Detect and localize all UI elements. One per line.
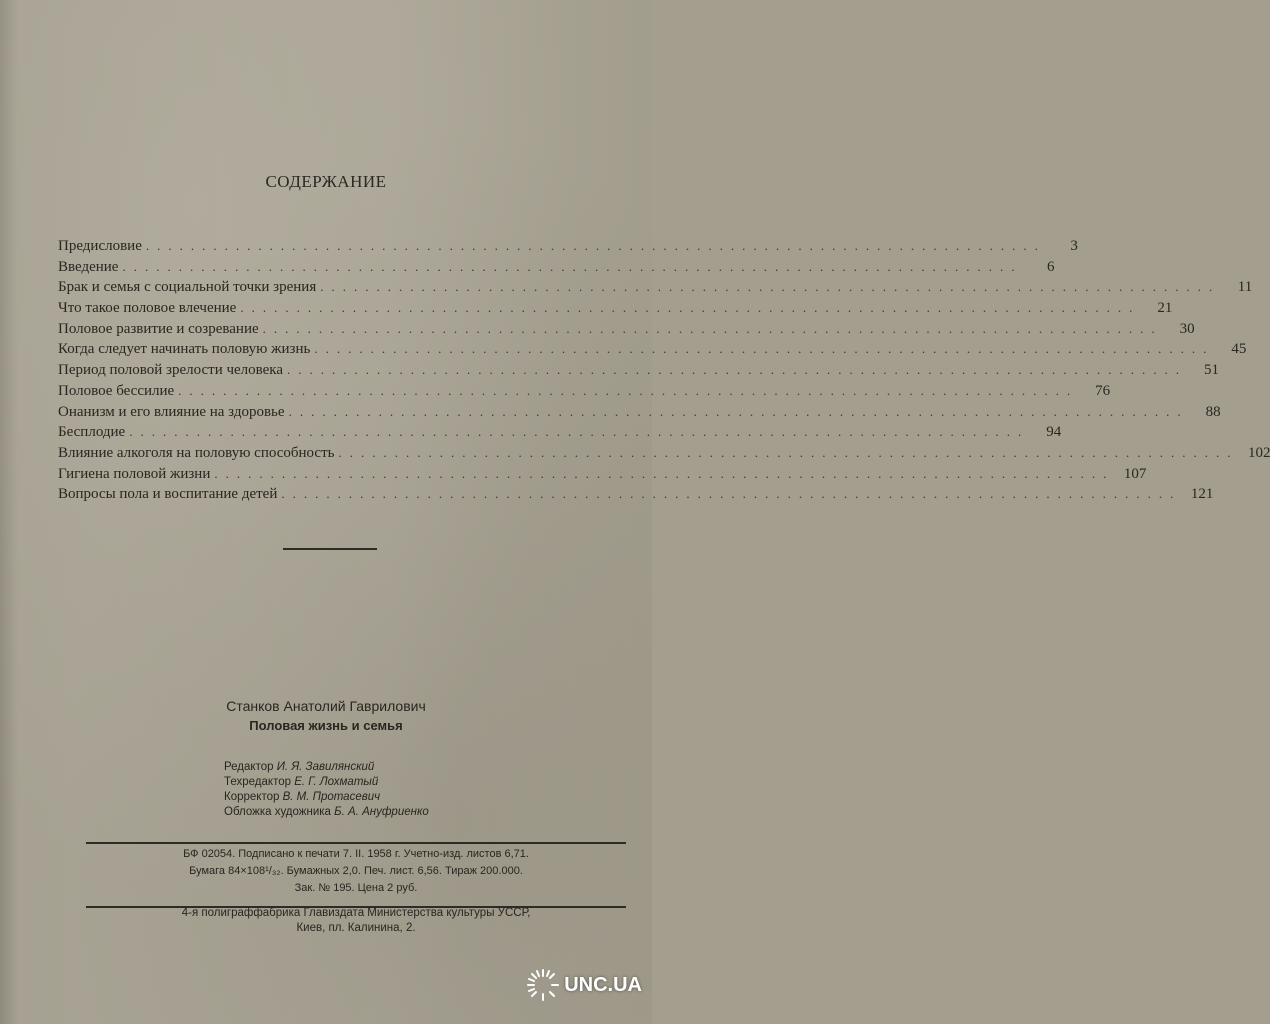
credit-line	[224, 805, 429, 820]
sunburst-icon	[526, 968, 560, 1002]
imprint-box	[86, 842, 626, 908]
credit-role: Корректор	[224, 791, 283, 803]
toc-entry-label: Бесплодие	[58, 424, 126, 441]
credit-line	[224, 790, 429, 805]
imprint-line: Бумага 84×108¹/₃₂. Бумажных 2,0. Печ. лист. 6,56. Тираж 200.000.	[189, 865, 523, 877]
toc-entry-page: 3	[1070, 238, 1078, 254]
toc-entry-label: Половое развитие и созревание	[58, 320, 259, 337]
contents-title: СОДЕРЖАНИЕ	[265, 172, 387, 191]
book-title: Половая жизнь и семья	[249, 718, 403, 733]
toc-leader-dots: ................................................................................	[320, 279, 1221, 295]
toc-entry-page: 76	[1095, 382, 1111, 399]
watermark-text: UNC.UA	[564, 973, 642, 996]
toc-leader-dots: ................................................................................	[240, 300, 1141, 316]
toc-entry	[58, 381, 1111, 402]
toc-leader-dots: ................................................................................	[122, 258, 1023, 274]
credit-name: В. М. Протасевич	[282, 791, 381, 803]
credit-name: И. Я. Завилянский	[276, 761, 375, 773]
toc-leader-dots: ................................................................................	[178, 382, 1079, 398]
imprint-line: БФ 02054. Подписано к печати 7. II. 1958 г. Учетно-изд. листов 6,71.	[183, 848, 529, 860]
printer-info	[86, 906, 626, 936]
printer-line: Киев, пл. Калинина, 2.	[296, 922, 416, 934]
toc-entry	[58, 257, 1055, 278]
toc-entry-label: Влияние алкоголя на половую способность	[58, 444, 335, 461]
toc-leader-dots: ................................................................................	[288, 403, 1189, 419]
toc-entry-page: 45	[1231, 341, 1247, 358]
toc-entry-label: Что такое половое влечение	[58, 300, 237, 317]
toc-leader-dots: ................................................................................	[145, 238, 1046, 253]
toc-entry	[58, 236, 1078, 257]
toc-entry-page: 121	[1190, 486, 1214, 503]
credit-role: Обложка художника	[224, 806, 335, 818]
toc-entry	[58, 464, 1147, 485]
toc-leader-dots: ................................................................................	[287, 362, 1188, 378]
credit-name: Е. Г. Лохматый	[294, 776, 379, 788]
section-divider	[283, 548, 377, 550]
credit-line	[224, 760, 429, 775]
toc-entry-page: 11	[1237, 279, 1253, 296]
toc-entry-page: 51	[1204, 362, 1220, 379]
imprint-line: Зак. № 195. Цена 2 руб.	[294, 882, 418, 894]
toc-entry-label: Онанизм и его влияние на здоровье	[58, 403, 285, 420]
toc-leader-dots: ................................................................................	[338, 444, 1239, 460]
toc-entry	[58, 298, 1173, 319]
toc-leader-dots: ................................................................................	[281, 486, 1182, 502]
toc-entry-label: Период половой зрелости человека	[58, 362, 284, 379]
toc-entry-label: Брак и семья с социальной точки зрения	[58, 279, 317, 296]
toc-entry-label: Вопросы пола и воспитание детей	[58, 486, 278, 503]
toc-entry-page: 88	[1205, 403, 1221, 420]
toc-entry	[58, 402, 1221, 423]
toc-entry-page: 30	[1179, 320, 1195, 337]
credit-role: Редактор	[224, 761, 277, 773]
watermark	[526, 968, 642, 1002]
toc-leader-dots: ................................................................................	[262, 320, 1163, 336]
credits-block	[224, 760, 429, 820]
toc-entry-label: Половое бессилие	[58, 382, 175, 399]
printer-line: 4-я полиграффабрика Главиздата Министерства культуры УССР,	[181, 907, 531, 919]
toc-leader-dots: ................................................................................	[214, 465, 1115, 481]
toc-entry	[58, 443, 1270, 464]
toc-entry-page: 102	[1247, 444, 1270, 461]
toc-entry-page: 6	[1046, 258, 1055, 275]
toc-entry	[58, 360, 1220, 381]
toc-entry-page: 94	[1046, 424, 1062, 441]
toc-entry-page: 21	[1157, 300, 1173, 317]
toc-leader-dots: ................................................................................	[129, 424, 1030, 440]
book-author: Станков Анатолий Гаврилович	[226, 698, 426, 714]
toc-entry-label: Когда следует начинать половую жизнь	[58, 341, 311, 358]
toc-entry	[58, 484, 1214, 505]
credit-role: Техредактор	[224, 776, 295, 788]
table-of-contents	[58, 236, 1270, 505]
toc-entry	[58, 277, 1253, 298]
toc-entry	[58, 339, 1247, 360]
credit-line	[224, 775, 429, 790]
credit-name: Б. А. Ануфриенко	[334, 806, 429, 818]
toc-entry	[58, 319, 1195, 340]
toc-leader-dots: ................................................................................	[314, 341, 1215, 357]
toc-entry-label: Гигиена половой жизни	[58, 465, 211, 482]
toc-entry	[58, 422, 1062, 443]
toc-entry-page: 107	[1123, 465, 1147, 482]
toc-entry-label: Введение	[58, 258, 119, 275]
toc-entry-label: Предисловие	[58, 238, 142, 254]
